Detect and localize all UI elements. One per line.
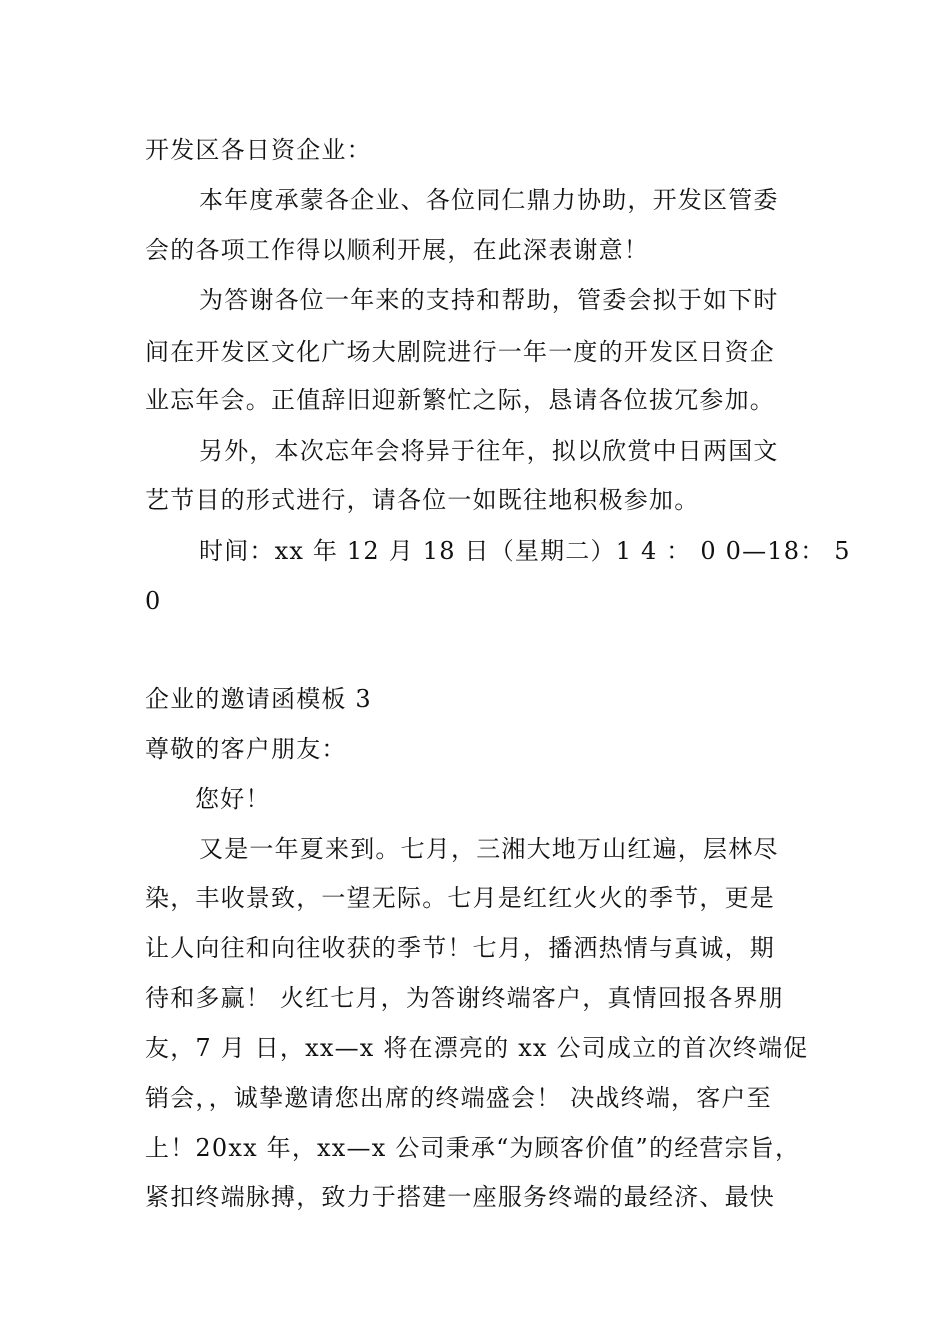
paragraph-line: 本年度承蒙各企业、各位同仁鼎力协助，开发区管委 [199, 186, 779, 214]
salutation-line: 开发区各日资企业： [145, 136, 372, 164]
salutation-line: 尊敬的客户朋友： [145, 735, 347, 763]
paragraph-line: 销会，，诚挚邀请您出席的终端盛会！ 决战终端，客户至 [145, 1084, 772, 1112]
paragraph-line: 又是一年夏来到。七月，三湘大地万山红遍，层林尽 [199, 835, 779, 863]
paragraph-line: 间在开发区文化广场大剧院进行一年一度的开发区日资企 [145, 338, 775, 366]
greeting-line: 您好！ [195, 785, 271, 813]
paragraph-line: 待和多赢！ 火红七月，为答谢终端客户，真情回报各界朋 [145, 984, 784, 1012]
paragraph-line: 艺节目的形式进行，请各位一如既往地积极参加。 [145, 486, 700, 514]
paragraph-line: 上！20xx 年，xx—x 公司秉承“为顾客价值”的经营宗旨， [145, 1134, 801, 1162]
paragraph-line: 紧扣终端脉搏，致力于搭建一座服务终端的最经济、最快 [145, 1183, 775, 1211]
paragraph-line: 让人向往和向往收获的季节！七月，播洒热情与真诚，期 [145, 934, 775, 962]
time-line-continued: 0 [145, 587, 162, 615]
section-title: 企业的邀请函模板 3 [145, 685, 372, 713]
paragraph-line: 染，丰收景致，一望无际。七月是红红火火的季节，更是 [145, 884, 775, 912]
paragraph-line: 会的各项工作得以顺利开展，在此深表谢意！ [145, 236, 649, 264]
paragraph-line: 友，7 月 日，xx—x 将在漂亮的 xx 公司成立的首次终端促 [145, 1034, 809, 1062]
paragraph-line: 为答谢各位一年来的支持和帮助，管委会拟于如下时 [199, 286, 779, 314]
paragraph-line: 业忘年会。正值辞旧迎新繁忙之际，恳请各位拔冗参加。 [145, 386, 775, 414]
time-line: 时间：xx 年 12 月 18 日（星期二）1 4 ： 0 0—18： 5 [199, 537, 851, 565]
paragraph-line: 另外，本次忘年会将异于往年，拟以欣赏中日两国文 [199, 437, 779, 465]
